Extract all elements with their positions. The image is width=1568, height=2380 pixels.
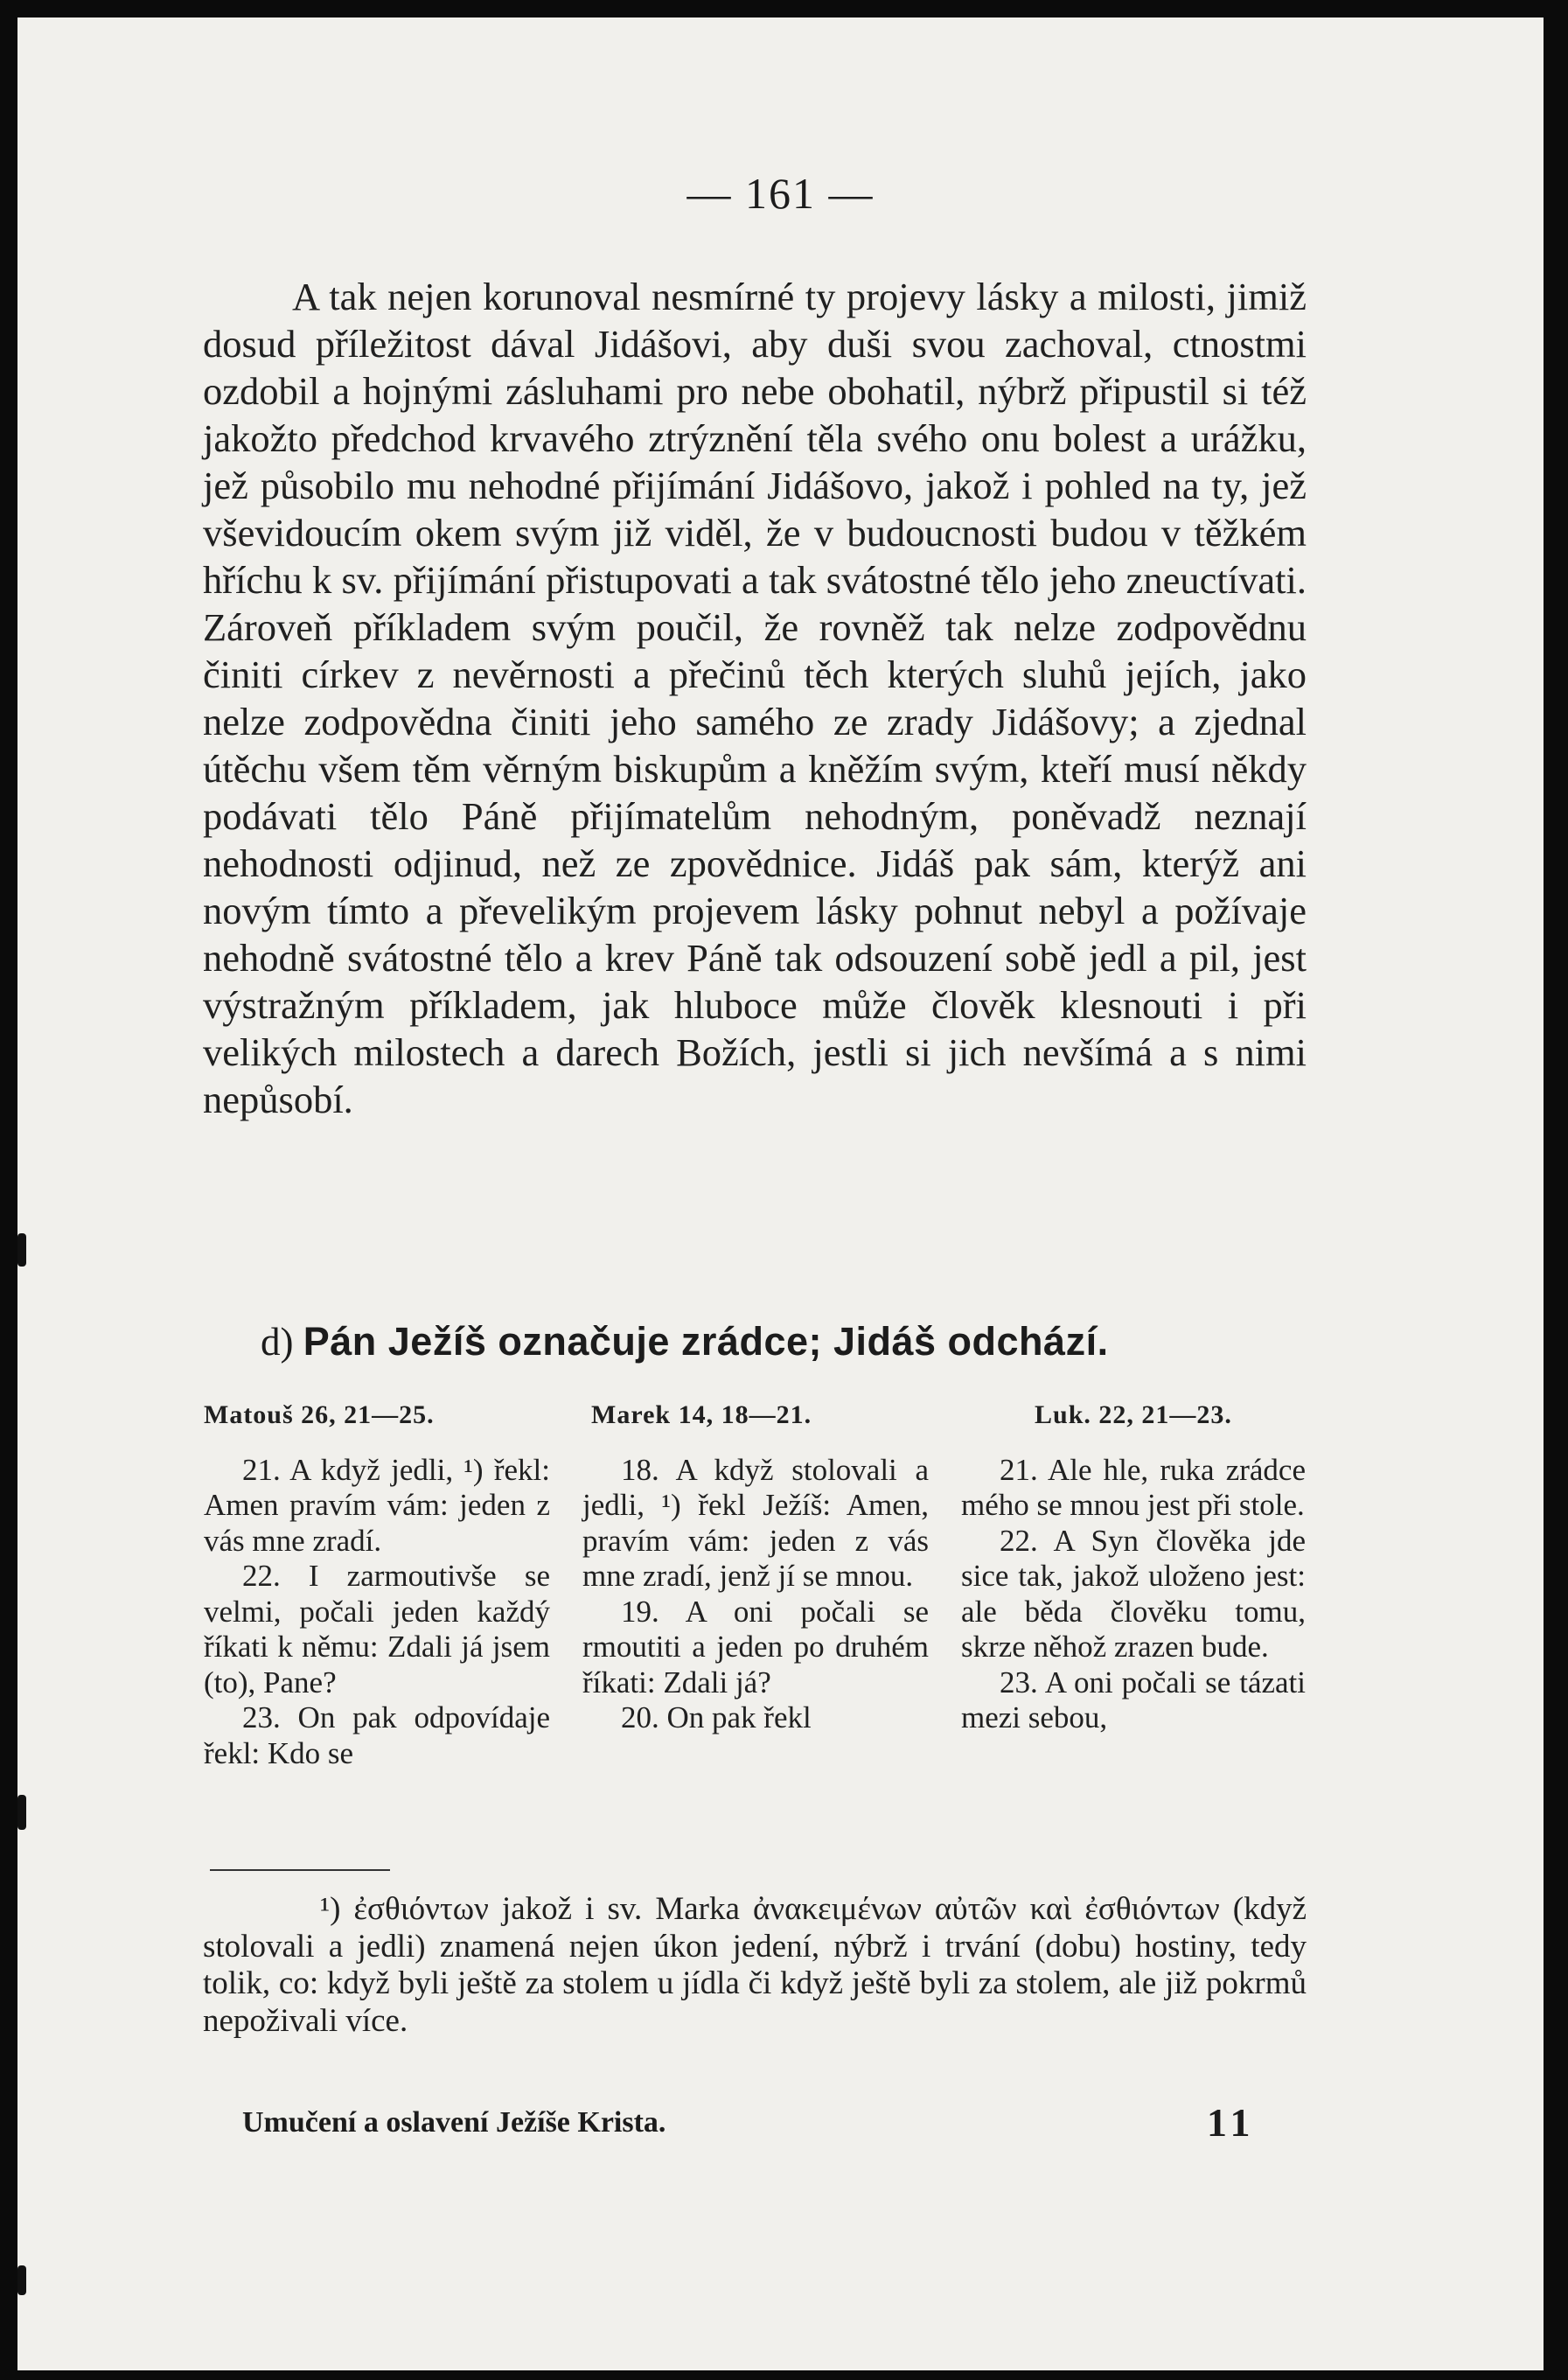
footnote: [203, 1891, 1307, 2040]
column-heading: Luk. 22, 21—23.: [1035, 1400, 1232, 1429]
column-text: [961, 1453, 1306, 1736]
scan-edge-mark: [17, 1795, 26, 1830]
verse: 20. On pak řekl: [621, 1700, 812, 1734]
verse: 21. A když jedli, ¹) řekl: Amen pravím vám: jeden z vás mne zradí.: [204, 1452, 550, 1558]
footer-book-title: Umučení a oslavení Ježíše Krista.: [242, 2106, 666, 2139]
verse: 21. Ale hle, ruka zrádce mého se mnou jest při stole.: [961, 1452, 1306, 1522]
footnote-text: ἐσθιόντων jakož i sv. Marka ἀνακειμένων αὐτῶν καὶ ἐσθιόντων (když stolovali a jedli) znamená nejen úkon jedení, nýbrž i trvání (dobu) hostiny, tedy tolik, co: když byli ještě za stolem u jídla či když ještě byli za stolem, ale již pokrmů nepoživali více.: [203, 1891, 1307, 2039]
column-text: [582, 1453, 929, 1736]
footnote-divider: [210, 1869, 390, 1871]
section-letter: d): [261, 1320, 294, 1364]
scan-edge-mark: [17, 2265, 26, 2295]
page-number: — 161 —: [686, 169, 875, 218]
gospel-column-matthew: [204, 1398, 550, 1771]
scan-edge-mark: [17, 1233, 26, 1267]
gospel-column-mark: [582, 1398, 929, 1736]
verse: 23. A oni počali se tázati mezi sebou,: [961, 1665, 1306, 1734]
gospel-column-luke: [961, 1398, 1306, 1736]
verse: 22. A Syn člověka jde sice tak, jakož uloženo jest: ale běda člověku tomu, skrze něhož zrazen bude.: [961, 1523, 1306, 1664]
section-heading: [261, 1319, 1310, 1364]
section-title: Pán Ježíš označuje zrádce; Jidáš odchází.: [303, 1319, 1109, 1364]
verse: 18. A když stolovali a jedli, ¹) řekl Ježíš: Amen, pravím vám: jeden z vás mne zradí, jenž jí se mnou.: [582, 1452, 929, 1593]
footnote-marker: ¹): [320, 1891, 341, 1927]
verse: 22. I zarmoutivše se velmi, počali jeden každý říkati k němu: Zdali já jsem (to), Pane?: [204, 1559, 550, 1700]
column-heading: Marek 14, 18—21.: [591, 1400, 812, 1429]
verse: 23. On pak odpovídaje řekl: Kdo se: [204, 1700, 550, 1770]
column-heading: Matouš 26, 21—25.: [204, 1400, 435, 1429]
main-paragraph: A tak nejen korunoval nesmírné ty projevy lásky a milosti, jimiž dosud příležitost dával Jidášovi, aby duši svou zachoval, ctnostmi ozdobil a hojnými zásluhami pro nebe obohatil, nýbrž připustil si též jakožto předchod krvavého ztrýznění těla svého onu bolest a urážku, jež působilo mu nehodné přijímání Jidášovo, jakož i pohled na ty, jež vševidoucím okem svým již viděl, že v budoucnosti budou v těžkém hříchu k sv. přijímání přistupovati a tak svátostné tělo jeho zneuctívati. Zároveň příkladem svým poučil, že rovněž tak nelze zodpovědnu činiti církev z nevěrnosti a přečinů těch kterých sluhů jejích, jako nelze zodpovědna činiti jeho samého ze zrady Jidášovy; a zjednal útěchu všem těm věrným biskupům a kněžím svým, kteří musí někdy podávati tělo Páně přijímatelům nehodným, poněvadž neznají nehodnosti odjinud, než ze zpovědnice. Jidáš pak sám, kterýž ani novým tímto a převelikým projevem lásky pohnut nebyl a požívaje nehodně svátostné tělo a krev Páně tak odsouzení sobě jedl a pil, jest výstražným příkladem, jak hluboce může člověk klesnouti i při velikých milostech a darech Božích, jestli si jich nevšímá a s nimi nepůsobí.: [203, 275, 1307, 1121]
column-text: [204, 1453, 550, 1772]
verse: 19. A oni počali se rmoutiti a jeden po druhém říkati: Zdali já?: [582, 1594, 929, 1700]
book-page: [17, 17, 1544, 2370]
signature-mark: 11: [1207, 2100, 1256, 2145]
